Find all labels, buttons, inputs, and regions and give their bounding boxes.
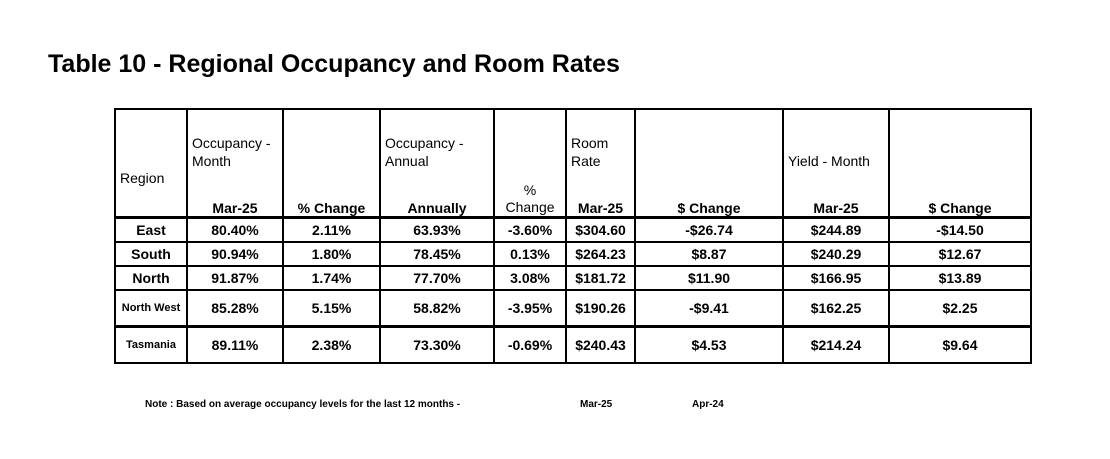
table-cell: 85.28% [187, 290, 283, 327]
table-cell: 89.11% [187, 327, 283, 364]
table-cell: -$14.50 [889, 218, 1031, 243]
subheader: % Change [494, 172, 566, 218]
table-cell: $13.89 [889, 266, 1031, 290]
table-cell: 90.94% [187, 242, 283, 266]
table-cell: $2.25 [889, 290, 1031, 327]
table-cell: 78.45% [380, 242, 494, 266]
table-row [115, 218, 1031, 243]
table-cell: 80.40% [187, 218, 283, 243]
table-cell: 58.82% [380, 290, 494, 327]
table-cell: -0.69% [494, 327, 566, 364]
table-cell: 73.30% [380, 327, 494, 364]
subheader: $ Change [889, 172, 1031, 218]
table-cell: -3.60% [494, 218, 566, 243]
header-blank [889, 109, 1031, 172]
occupancy-table [114, 108, 1032, 364]
table-cell: $244.89 [783, 218, 889, 243]
header-blank [635, 109, 783, 172]
table-cell: $181.72 [566, 266, 635, 290]
table-cell: 3.08% [494, 266, 566, 290]
region-cell: North West [115, 290, 187, 327]
subheader: $ Change [635, 172, 783, 218]
subheader: % Change [283, 172, 380, 218]
header-blank [494, 109, 566, 172]
table-cell: 63.93% [380, 218, 494, 243]
header-blank [283, 109, 380, 172]
header-row-subheaders [115, 172, 1031, 218]
table-cell: $190.26 [566, 290, 635, 327]
table-cell: $12.67 [889, 242, 1031, 266]
table-cell: -$26.74 [635, 218, 783, 243]
table-cell: $11.90 [635, 266, 783, 290]
table-cell: 2.38% [283, 327, 380, 364]
table-cell: $240.43 [566, 327, 635, 364]
header-occupancy-month: Occupancy - Month [187, 109, 283, 172]
table-cell: $240.29 [783, 242, 889, 266]
footnote-period-end: Apr-24 [692, 399, 724, 410]
table-cell: $304.60 [566, 218, 635, 243]
table-cell: $214.24 [783, 327, 889, 364]
region-cell: Tasmania [115, 327, 187, 364]
table-cell: -$9.41 [635, 290, 783, 327]
header-room-rate: Room Rate [566, 109, 635, 172]
table-cell: $162.25 [783, 290, 889, 327]
table-cell: $264.23 [566, 242, 635, 266]
table-cell: 2.11% [283, 218, 380, 243]
table-cell: 77.70% [380, 266, 494, 290]
footnote: Note : Based on average occupancy levels for the last 12 months - [145, 399, 461, 410]
region-cell: East [115, 218, 187, 243]
subheader: Mar-25 [187, 172, 283, 218]
header-region: Region [115, 109, 187, 218]
table-row [115, 290, 1031, 327]
table-row [115, 266, 1031, 290]
region-cell: North [115, 266, 187, 290]
subheader: Mar-25 [566, 172, 635, 218]
table-cell: 5.15% [283, 290, 380, 327]
table-cell: $9.64 [889, 327, 1031, 364]
table-cell: 0.13% [494, 242, 566, 266]
table-cell: 1.80% [283, 242, 380, 266]
footnote-period-start: Mar-25 [580, 399, 613, 410]
header-occupancy-annual: Occupancy - Annual [380, 109, 494, 172]
region-cell: South [115, 242, 187, 266]
table-cell: 1.74% [283, 266, 380, 290]
subheader: Annually [380, 172, 494, 218]
table-row [115, 327, 1031, 364]
table-row [115, 242, 1031, 266]
header-row-groups [115, 109, 1031, 172]
table-cell: $8.87 [635, 242, 783, 266]
subheader: Mar-25 [783, 172, 889, 218]
table-cell: -3.95% [494, 290, 566, 327]
table-cell: $4.53 [635, 327, 783, 364]
table-cell: $166.95 [783, 266, 889, 290]
table-cell: 91.87% [187, 266, 283, 290]
header-yield-month: Yield - Month [783, 109, 889, 172]
page-title: Table 10 - Regional Occupancy and Room Rates [48, 50, 620, 78]
